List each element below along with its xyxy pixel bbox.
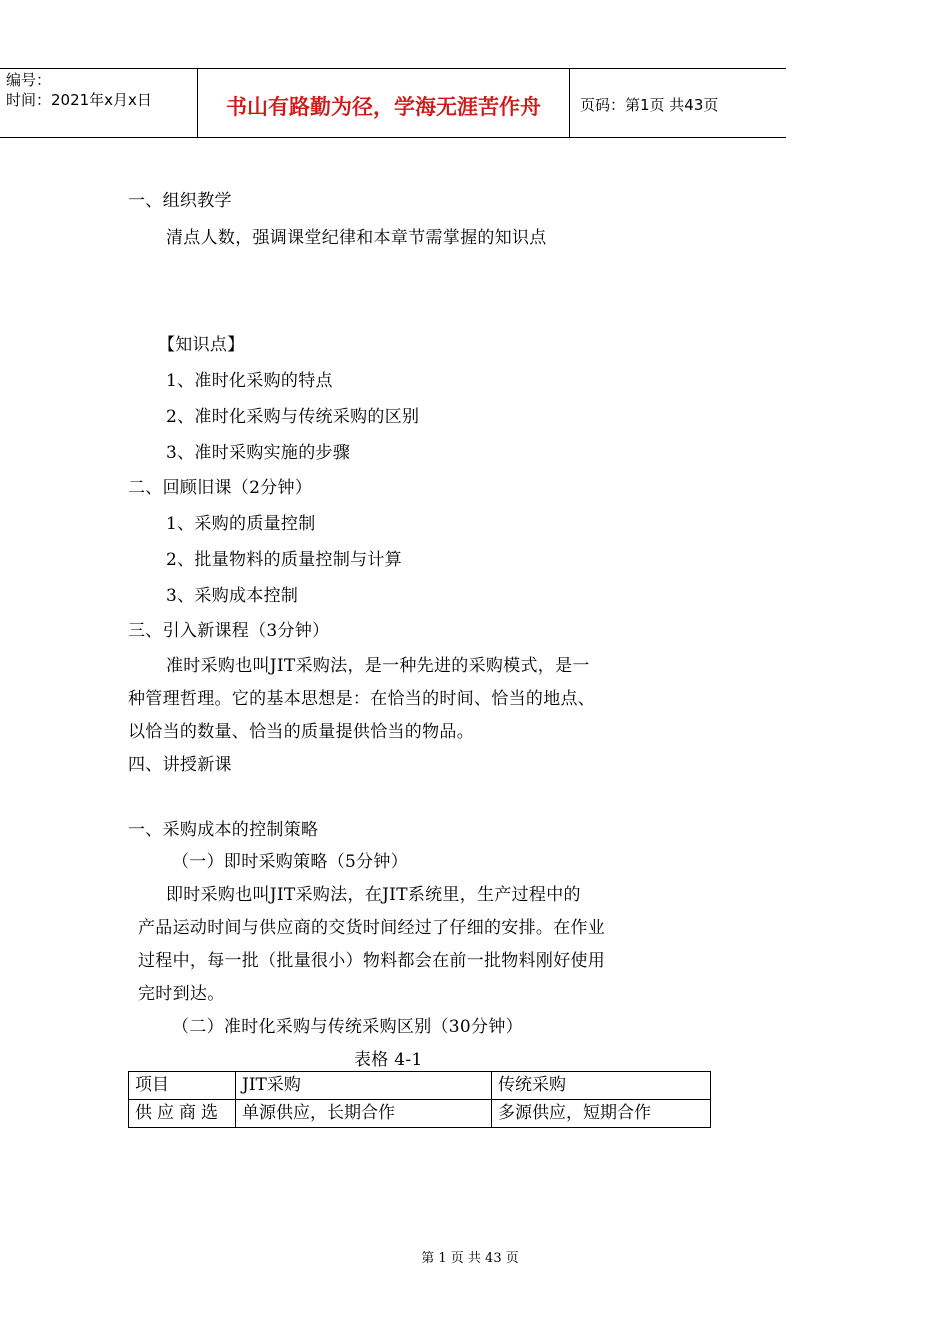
subsection-heading: （一）即时采购策略（5分钟） — [172, 852, 409, 872]
paragraph-line: 即时采购也叫JIT采购法，在JIT系统里，生产过程中的 — [166, 885, 581, 905]
section-heading: 一、组织教学 — [128, 191, 232, 211]
document-time-label: 时间：2021年x月x日 — [6, 91, 152, 109]
header-meta-cell — [0, 69, 198, 137]
header-page-cell — [570, 69, 786, 137]
list-item: 2、批量物料的质量控制与计算 — [166, 550, 403, 570]
paragraph-line: 准时采购也叫JIT采购法，是一种先进的采购模式，是一 — [166, 656, 590, 676]
list-item: 1、准时化采购的特点 — [166, 371, 333, 391]
table-cell: 多源供应，短期合作 — [492, 1100, 711, 1128]
list-item: 3、采购成本控制 — [166, 586, 299, 606]
page-header — [0, 68, 786, 138]
table-row — [129, 1100, 711, 1128]
motto-text: 书山有路勤为径，学海无涯苦作舟 — [226, 95, 541, 119]
paragraph-line: 以恰当的数量、恰当的质量提供恰当的物品。 — [128, 722, 474, 742]
subsection-heading: （二）准时化采购与传统采购区别（30分钟） — [172, 1017, 523, 1037]
knowledge-heading: 【知识点】 — [158, 335, 245, 355]
table-cell: 供应商选 — [129, 1100, 236, 1128]
paragraph-line: 清点人数，强调课堂纪律和本章节需掌握的知识点 — [166, 228, 547, 248]
paragraph-line: 产品运动时间与供应商的交货时间经过了仔细的安排。在作业 — [138, 918, 606, 938]
section-heading: 三、引入新课程（3分钟） — [128, 621, 330, 641]
section-heading: 二、回顾旧课（2分钟） — [128, 478, 313, 498]
table-caption: 表格 4-1 — [354, 1050, 423, 1070]
list-item: 2、准时化采购与传统采购的区别 — [166, 407, 420, 427]
comparison-table — [128, 1071, 711, 1128]
document-number-label: 编号： — [6, 71, 52, 89]
list-item: 1、采购的质量控制 — [166, 514, 316, 534]
list-item: 3、准时采购实施的步骤 — [166, 443, 351, 463]
paragraph-line: 完时到达。 — [138, 984, 225, 1004]
table-cell: 单源供应，长期合作 — [236, 1100, 492, 1128]
paragraph-line: 种管理哲理。它的基本思想是：在恰当的时间、恰当的地点、 — [128, 689, 596, 709]
table-header-cell: JIT采购 — [236, 1072, 492, 1100]
section-heading: 四、讲授新课 — [128, 755, 232, 775]
table-header-cell: 传统采购 — [492, 1072, 711, 1100]
table-header-cell: 项目 — [129, 1072, 236, 1100]
page-footer: 第 1 页 共 43 页 — [421, 1251, 519, 1266]
header-page-number: 页码：第1页 共43页 — [580, 96, 719, 114]
header-motto-cell — [198, 69, 570, 137]
section-heading: 一、采购成本的控制策略 — [128, 820, 319, 840]
paragraph-line: 过程中，每一批（批量很小）物料都会在前一批物料刚好使用 — [138, 951, 606, 971]
table-header-row — [129, 1072, 711, 1100]
